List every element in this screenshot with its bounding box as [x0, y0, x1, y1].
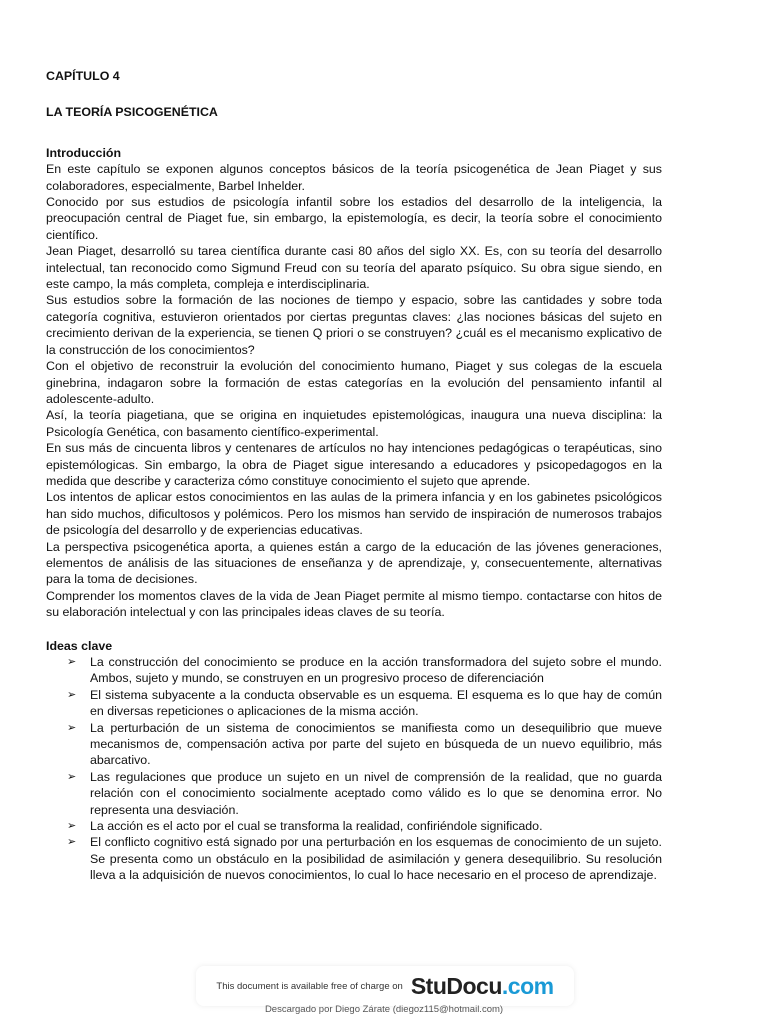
intro-heading: Introducción: [46, 145, 122, 160]
banner-text: This document is available free of charge on: [216, 980, 403, 992]
list-item-text: El sistema subyacente a la conducta observable es un esquema. El esquema es lo que hay de común en diversas repeticiones o aplicaciones de la misma acción.: [90, 687, 662, 719]
paragraph: Los intentos de aplicar estos conocimientos en las aulas de la primera infancia y en los gabinetes psicológicos han sido muchos, dificultosos y polémicos. Pero los mismos han servido de inspiración de numerosos trabajos de psicología del desarrollo y de experiencias educativas.: [46, 490, 662, 538]
paragraph: En este capítulo se exponen algunos conceptos básicos de la teoría psicogenética de Jean Piaget y sus colaboradores, especialmente, Barbel Inhelder.: [46, 162, 662, 193]
paragraph: En sus más de cincuenta libros y centenares de artículos no hay intenciones pedagógicas o terapéuticas, sino epistemólogicas. Sin embargo, la obra de Piaget sigue interesando a educadores y psicopedagogos en la medida que describe y caracteriza cómo constituye conocimiento el sujeto que aprende.: [46, 441, 662, 488]
list-item-text: Las regulaciones que produce un sujeto en un nivel de comprensión de la realidad, que no guarda relación con el conocimiento socialmente aceptado como válido es lo que se denomina error. No representa una desviación.: [90, 769, 662, 817]
paragraph: Así, la teoría piagetiana, que se origina en inquietudes epistemológicas, inaugura una nueva disciplina: la Psicología Genética, con basamento científico-experimental.: [46, 408, 662, 439]
list-item: [46, 687, 662, 720]
arrow-bullet-icon: ➢: [67, 770, 77, 783]
list-item: [46, 720, 662, 769]
arrow-bullet-icon: ➢: [67, 721, 77, 734]
arrow-bullet-icon: ➢: [67, 836, 77, 849]
arrow-bullet-icon: ➢: [67, 656, 77, 668]
arrow-bullet-icon: ➢: [67, 820, 77, 833]
ideas-heading: Ideas clave: [46, 638, 113, 653]
document-title: LA TEORÍA PSICOGENÉTICA: [46, 105, 218, 120]
document-page: [46, 60, 662, 884]
download-attribution: Descargado por Diego Zárate (diegoz115@hotmail.com): [264, 1004, 504, 1015]
paragraph: Conocido por sus estudios de psicología infantil sobre los estadios del desarrollo de la inteligencia, la preocupación central de Piaget fue, sin embargo, la epistemología, es decir, la teoría sobre el conocimiento científico.: [46, 195, 662, 242]
list-item: [46, 654, 662, 687]
list-item-text: La acción es el acto por el cual se transforma la realidad, confiriéndole significado.: [90, 819, 543, 834]
list-item-text: El conflicto cognitivo está signado por una perturbación en los esquemas de conocimiento de un sujeto. Se presenta como un obstáculo en la posibilidad de asimilación y genera desequilibrio. Su resolución lleva a la adquisición de nuevos conocimientos, lo cual lo hace necesario en el proceso de aprendizaje.: [90, 835, 662, 883]
list-item: [46, 818, 662, 834]
list-item: [46, 834, 662, 883]
studocu-banner-link[interactable]: [196, 966, 574, 1006]
list-item: [46, 769, 662, 818]
paragraph: Comprender los momentos claves de la vida de Jean Piaget permite al mismo tiempo. contactarse con hitos de su elaboración intelectual y con las principales ideas claves de su teoría.: [46, 588, 662, 620]
logo-domain-text: .com: [501, 972, 554, 999]
list-item-text: La construcción del conocimiento se produce en la acción transformadora del sujeto sobre el mundo. Ambos, sujeto y mundo, se construyen en un progresivo proceso de diferenciación: [90, 655, 662, 686]
list-item-text: La perturbación de un sistema de conocimientos se manifiesta como un desequilibrio que mueve mecanismos de, compensación activa por parte del sujeto en búsqueda de un nuevo equilibrio, más abarcativo.: [90, 720, 662, 768]
studocu-logo: [411, 973, 554, 1000]
paragraph: La perspectiva psicogenética aporta, a quienes están a cargo de la educación de las jóvenes generaciones, elementos de análisis de las situaciones de enseñanza y de aprendizaje, y, consecuentemente, alternativas para la toma de decisiones.: [46, 539, 662, 587]
paragraph: Jean Piaget, desarrolló su tarea científica durante casi 80 años del siglo XX. Es, con su teoría del desarrollo intelectual, tan reconocido como Sigmund Freud con su teoría del aparato psíquico. Su obra sigue siendo, en este campo, la más completa, compleja e interdisciplinaria.: [46, 244, 662, 292]
logo-text: StuDocu: [410, 972, 502, 999]
arrow-bullet-icon: ➢: [67, 688, 77, 701]
ideas-list: [46, 654, 662, 884]
paragraph: Con el objetivo de reconstruir la evolución del conocimiento humano, Piaget y sus colegas de la escuela ginebrina, indagaron sobre la formación de estas categorías en la evolución del pensamiento infantil al adolescente-adulto.: [46, 359, 662, 406]
intro-body: [46, 161, 662, 620]
chapter-heading: CAPÍTULO 4: [46, 69, 120, 83]
paragraph: Sus estudios sobre la formación de las nociones de tiempo y espacio, sobre las cantidades y sobre toda categoría cognitiva, estuvieron orientados por ciertas preguntas claves: ¿las nociones básicas del sujeto en crecimiento derivan de la experiencia, se tienen Q priori o se construyen? ¿cuál es el mecanismo explicativo de la construcción de los conocimientos?: [46, 293, 662, 357]
